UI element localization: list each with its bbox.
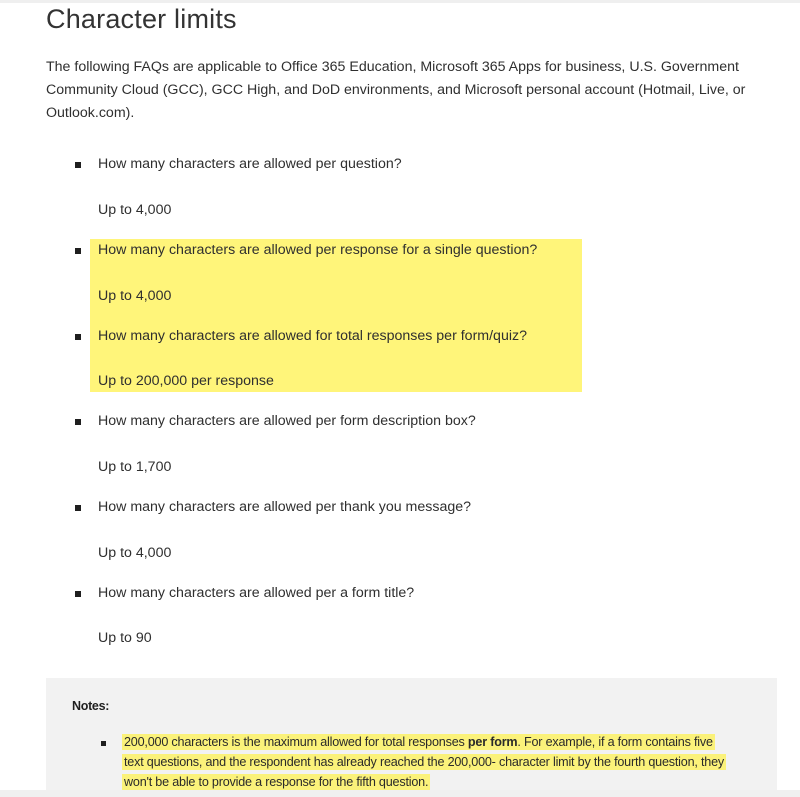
faq-answer: Up to 4,000 (98, 202, 172, 218)
faq-question: How many characters are allowed per a form title? (98, 585, 415, 601)
bullet-icon (75, 419, 81, 425)
notes-box (46, 678, 777, 797)
faq-answer: Up to 200,000 per response (98, 373, 274, 389)
faq-answer: Up to 1,700 (98, 459, 172, 475)
faq-answer: Up to 90 (98, 630, 152, 646)
faq-question: How many characters are allowed per thank you message? (98, 499, 472, 515)
faq-answer: Up to 4,000 (98, 288, 172, 304)
faq-answer: Up to 4,000 (98, 545, 172, 561)
faq-question: How many characters are allowed per response for a single question? (98, 242, 538, 258)
notes-bold-text: per form (467, 735, 518, 749)
notes-label: Notes: (72, 699, 110, 713)
faq-highlight-band (90, 239, 582, 392)
bullet-icon (75, 334, 81, 340)
faq-question: How many characters are allowed for total responses per form/quiz? (98, 328, 527, 344)
faq-question: How many characters are allowed per form description box? (98, 413, 476, 429)
bullet-icon (75, 505, 81, 511)
bullet-icon (75, 591, 81, 597)
bullet-icon (75, 248, 81, 254)
faq-question: How many characters are allowed per question? (98, 156, 402, 172)
notes-highlight (122, 734, 726, 790)
notes-text-before: 200,000 characters is the maximum allowed for total responses (124, 735, 468, 749)
bottom-divider (0, 790, 800, 797)
bullet-icon (101, 741, 106, 746)
notes-text-after: . For example, if a form contains five text questions, and the respondent has already reached the 200,000- character limit by the fourth question, they won't be able to provide a response for the fifth question. (124, 735, 724, 789)
notes-item (122, 732, 732, 792)
page-title: Character limits (46, 4, 237, 34)
bullet-icon (75, 162, 81, 168)
intro-paragraph: The following FAQs are applicable to Office 365 Education, Microsoft 365 Apps for business, U.S. Government Community Cloud (GCC), GCC High, and DoD environments, and Microsoft personal account (Hotmail, Live, or Outlook.com). (46, 59, 746, 121)
